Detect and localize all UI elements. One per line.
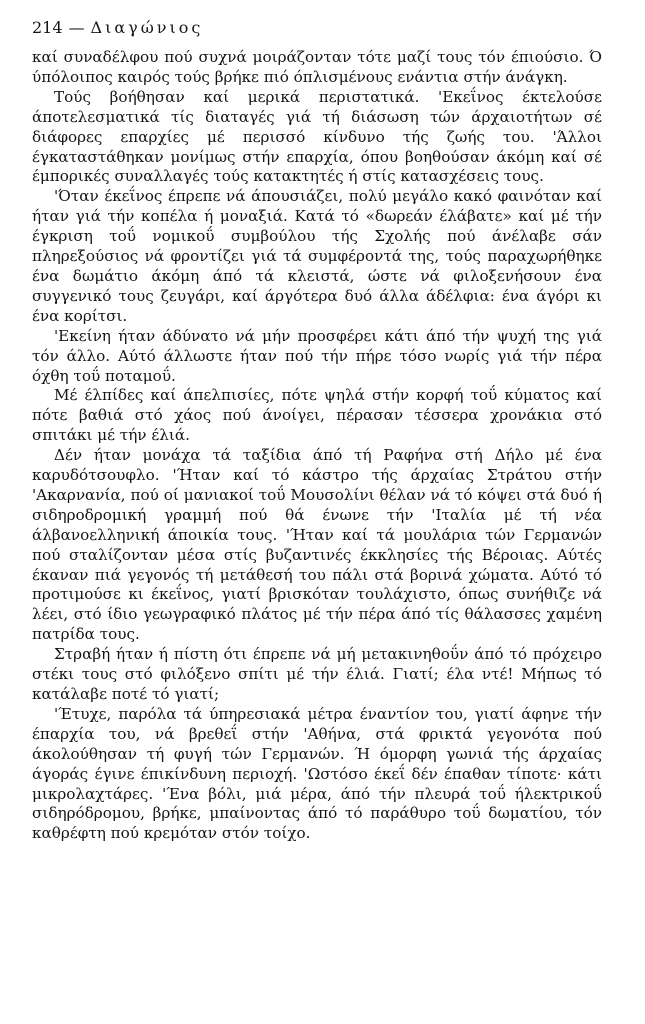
paragraph-6: Δέν ήταν μονάχα τά ταξίδια άπό τή Ραφήνα στή Δήλο μέ ένα καρυδότσουφλο. 'Ήταν καί τό κάστρο τής άρχαίας Στράτου στήν 'Ακαρνανία, πού οί μανιακοί τοΰ Μουσολίνι θέλαν νά τό κόψει στά δυό ή σιδηροδρομική γραμμή πού θά ένωνε τήν 'Ιταλία μέ τή νέα άλβανοελληνική άποικία τους. 'Ήταν καί τά μουλάρια τών Γερμανών πού σταλίζονταν μέσα στίς βυζαντινές έκκλησίες τής Βέροιας. Αύτές έκαναν πιά γεγονός τή μετάθεσή του πάλι στά βορινά χώματα. Αύτό τό προτιμούσε κι έκεΐνος, γιατί βρισκόταν τουλάχιστο, όπως συνήθιζε νά λέει, στό ίδιο γεωγραφικό πλάτος μέ τήν πέρα άπό τίς θάλασσες χαμένη πατρίδα τους. xyxy=(32,446,602,644)
page-number: 214 xyxy=(32,18,63,37)
paragraph-2: Τούς βοήθησαν καί μερικά περιστατικά. 'Εκεΐνος έκτελούσε άποτελεσματικά τίς διαταγές γιά τή διάσωση τών άρχαιοτήτων σέ διάφορες επαρχίες μέ περισσό κίνδυνο τής ζωής του. 'Άλλοι έγκαταστάθηκαν μονίμως στήν επαρχία, όπου βοηθούσαν άκόμη καί σέ έμπορικές συναλλαγές τούς κατακτητές ή στίς κατασχέσεις τους. xyxy=(32,87,602,186)
paragraph-8: 'Έτυχε, παρόλα τά ύπηρεσιακά μέτρα έναντίον του, γιατί άφηνε τήν έπαρχία του, νά βρεθεΐ στήν 'Αθήνα, στά φρικτά γεγονότα πού άκολούθησαν τή φυγή τών Γερμανών. Ή όμορφη γωνιά τής άρχαίας άγοράς έγινε έπικίνδυνη περιοχή. 'Ωστόσο έκεΐ δέν έπαθαν τίποτε· κάτι μικρολαχτάρες. 'Ένα βόλι, μιά μέρα, άπό τήν πλευρά τοΰ ήλεκτρικοΰ σιδηρόδρομου, βρήκε, μπαίνοντας άπό τό παράθυρο τοΰ δωματίου, τόν καθρέφτη πού κρεμόταν στόν τοίχο. xyxy=(32,704,602,843)
paragraph-1: καί συναδέλφου πού συχνά μοιράζονταν τότε μαζί τους τόν έπιούσιο. Ό ύπόλοιπος καιρός τούς βρήκε πιό όπλισμένους ενάντια στήν άνάγκη. xyxy=(32,48,602,86)
paragraph-5: Μέ έλπίδες καί άπελπισίες, πότε ψηλά στήν κορφή τοΰ κύματος καί πότε βαθιά στό χάος πού άνοίγει, πέρασαν τέσσερα χρονάκια στό σπιτάκι μέ τήν έλιά. xyxy=(32,386,602,445)
paragraph-4: 'Εκείνη ήταν άδύνατο νά μήν προσφέρει κάτι άπό τήν ψυχή της γιά τόν άλλο. Αύτό άλλωστε ήταν πού τήν πήρε τόσο νωρίς γιά τήν πέρα όχθη τοΰ ποταμοΰ. xyxy=(32,326,602,385)
header-separator: — xyxy=(68,18,85,37)
paragraph-7: Στραβή ήταν ή πίστη ότι έπρεπε νά μή μετακινηθοΰν άπό τό πρόχειρο στέκι τους στό φιλόξενο σπίτι μέ τήν έλιά. Γιατί; έλα ντέ! Μήπως τό κατάλαβε ποτέ τό γιατί; xyxy=(32,645,602,703)
running-title: Διαγώνιος xyxy=(90,18,204,37)
paragraph-3: 'Όταν έκεΐνος έπρεπε νά άπουσιάζει, πολύ μεγάλο κακό φαινόταν καί ήταν γιά τήν κοπέλα ή μοναξιά. Κατά τό «δωρεάν έλάβατε» καί μέ τήν έγκριση τοΰ νομικοΰ συμβούλου τής Σχολής πού άνέλαβε σάν πληρεξούσιος νά φροντίζει γιά τά συμφέροντά της, τούς παραχωρήθηκε ένα δωμάτιο άκόμη άπό τά κλειστά, ώστε νά φιλοξενήσουν ένα συγγενικό τους ζευγάρι, καί άργότερα δυό άλλα άδέλφια: ένα άγόρι κι ένα κορίτσι. xyxy=(32,187,602,325)
body-text xyxy=(32,48,602,844)
running-head xyxy=(32,18,203,38)
